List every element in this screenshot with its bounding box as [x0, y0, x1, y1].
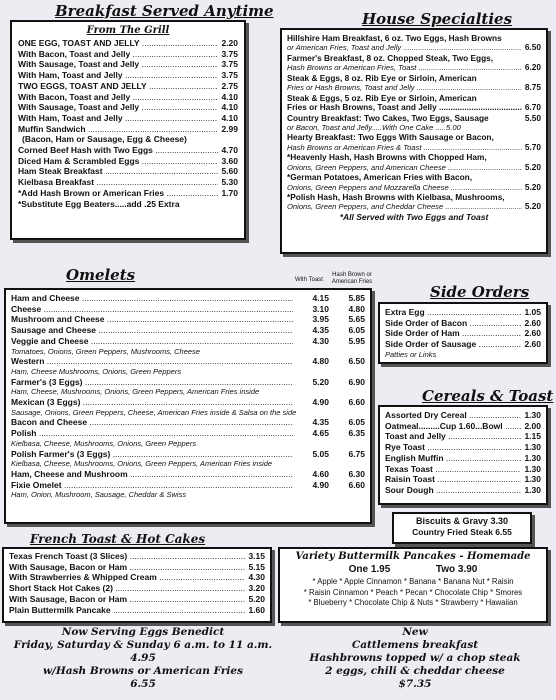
- cereals-title: Cereals & Toast: [422, 387, 554, 405]
- menu-item-price: 1.30: [524, 452, 541, 463]
- cattlemens-title: Cattlemens breakfast: [351, 639, 479, 651]
- menu-item: [11, 314, 365, 325]
- menu-item-name: With Sausage, Bacon or Ham .....: [9, 594, 245, 605]
- menu-item-price: 3.15: [248, 551, 265, 561]
- menu-item-price: 4.35: [312, 417, 329, 428]
- menu-item-price: 6.60: [348, 397, 365, 408]
- menu-item: [18, 113, 238, 124]
- menu-item-name: ONE EGG, TOAST AND JELLY .....: [18, 38, 218, 49]
- house-item-detail: [287, 103, 541, 113]
- menu-item-price: 4.90: [312, 397, 329, 408]
- house-item-title: Farmer's Breakfast, 8 oz. Chopped Steak, Two Eggs,: [287, 52, 494, 63]
- menu-item: [18, 49, 238, 60]
- house-item-price: 8.75: [524, 82, 541, 93]
- menu-item-price: 2.75: [221, 80, 238, 91]
- menu-item: [11, 336, 365, 347]
- menu-item: [18, 59, 238, 70]
- menu-item: [9, 583, 265, 594]
- menu-item-price: 4.10: [221, 112, 238, 123]
- menu-item: [18, 70, 238, 81]
- menu-item: [385, 421, 541, 432]
- benedict-price: 4.95: [130, 652, 156, 664]
- cattlemens-desc1: Hashbrowns topped w/ a chop steak: [309, 652, 521, 664]
- benedict-block: [10, 626, 276, 691]
- menu-item: [11, 428, 365, 439]
- menu-item-name: With Ham, Toast and Jelly .....: [18, 113, 218, 124]
- house-item-price: 5.20: [524, 201, 541, 212]
- menu-item: [18, 92, 238, 103]
- house-item-desc: Fries or Hash Browns, Toast and Jelly .....: [287, 83, 522, 93]
- menu-item-name: With Sausage, Bacon or Ham .....: [9, 562, 245, 573]
- menu-item: [9, 572, 265, 583]
- menu-item-price: 1.30: [524, 484, 541, 495]
- menu-item-price: 3.20: [248, 583, 265, 594]
- menu-item-price: 6.05: [348, 417, 365, 428]
- menu-item: [9, 562, 265, 573]
- house-item-desc: Onions, Green Peppers, and Cheddar Cheese .....: [287, 202, 522, 212]
- menu-item: [18, 177, 238, 188]
- menu-item: [9, 551, 265, 562]
- menu-item-price: 4.70: [221, 145, 238, 156]
- menu-item: [11, 304, 365, 315]
- menu-item-price: 5.20: [248, 593, 265, 604]
- menu-item-price: 4.80: [348, 303, 365, 314]
- menu-item-name: Veggie and Cheese .....: [11, 336, 293, 347]
- menu-item-price: 3.60: [221, 155, 238, 166]
- pancakes-box: [278, 547, 548, 623]
- house-item-title: Hillshire Ham Breakfast, 6 oz. Two Eggs, Hash Browns: [287, 33, 502, 43]
- menu-item-price: 4.30: [248, 572, 265, 583]
- menu-item-name: With Sausage, Toast and Jelly .....: [18, 102, 218, 113]
- menu-item-name: Side Order of Sausage .....: [385, 339, 521, 350]
- house-item-detail: [287, 63, 541, 73]
- menu-item-price: 3.10: [312, 303, 329, 314]
- menu-item: [18, 81, 238, 92]
- menu-item-name: Oatmeal.........Cup 1.60...Bowl .....: [385, 421, 521, 432]
- benedict-line4: w/Hash Browns or American Fries: [43, 665, 243, 677]
- breakfast-subtitle: From The Grill: [86, 25, 170, 36]
- menu-item-price: 4.65: [312, 428, 329, 439]
- omelet-description: Ham, Onion, Mushroom, Sausage, Cheddar & Swiss: [11, 490, 187, 500]
- menu-item: [18, 38, 238, 49]
- house-item-price: 6.70: [524, 101, 541, 112]
- menu-item-name: With Sausage, Toast and Jelly .....: [18, 59, 218, 70]
- menu-item-price: 6.05: [348, 325, 365, 336]
- menu-item-price: 3.75: [221, 70, 238, 81]
- menu-item-name: Side Order of Bacon .....: [385, 318, 521, 329]
- menu-item: [385, 485, 541, 496]
- menu-item-name: English Muffin .....: [385, 453, 521, 464]
- menu-item-name: Plain Buttermilk Pancake .....: [9, 605, 245, 616]
- menu-item: [385, 442, 541, 453]
- menu-item-price: 5.95: [348, 335, 365, 346]
- menu-item: [11, 417, 365, 428]
- menu-item: [385, 453, 541, 464]
- omelets-col-fries: Hash Brown or American Fries: [331, 272, 373, 285]
- menu-item-name: Polish Farmer's (3 Eggs) .....: [11, 449, 293, 460]
- benedict-line1: Now Serving Eggs Benedict: [61, 626, 225, 638]
- house-item-title: Steak & Eggs, 5 oz. Rib Eye or Sirloin, American: [287, 92, 477, 103]
- menu-item-name: Fixie Omelet .....: [11, 480, 293, 491]
- menu-item-price: 1.30: [524, 474, 541, 485]
- omelets-col-toast: With Toast: [295, 277, 323, 283]
- house-item-desc: Hash Browns or American Fries, Toast .....: [287, 63, 522, 73]
- house-item-desc: or Bacon, Toast and Jelly.....With One Cake .....5.00: [287, 122, 461, 132]
- menu-item-name: Rye Toast .....: [385, 442, 521, 453]
- house-item-detail: [287, 143, 541, 153]
- side-orders-box: [378, 302, 548, 364]
- breakfast-title: Breakfast Served Anytime: [55, 2, 274, 20]
- menu-item-price: 4.35: [312, 325, 329, 336]
- french-toast-box: [2, 547, 272, 623]
- menu-item-name: Ham, Cheese and Mushroom .....: [11, 469, 293, 480]
- menu-item-price: 6.75: [348, 448, 365, 459]
- menu-item: [11, 325, 365, 336]
- menu-item-name: With Bacon, Toast and Jelly .....: [18, 92, 218, 103]
- menu-item-price: 4.80: [312, 356, 329, 367]
- menu-item-name: With Bacon, Toast and Jelly .....: [18, 49, 218, 60]
- house-item-detail: [287, 83, 541, 93]
- menu-item-price: 1.05: [524, 307, 541, 317]
- cattlemens-price: $7.35: [398, 678, 432, 690]
- house-item-desc: Onions, Green Peppers and Mozzarella Cheese .....: [287, 183, 522, 193]
- menu-item: [18, 166, 238, 177]
- menu-item-name: Ham and Cheese .....: [11, 293, 293, 304]
- house-item-name: Country Breakfast: Two Cakes, Two Eggs, Sausage: [287, 112, 489, 123]
- house-item-price: 5.70: [524, 141, 541, 152]
- menu-item: [9, 605, 265, 616]
- muffin-note: (Bacon, Ham or Sausage, Egg & Cheese): [22, 134, 187, 145]
- menu-item-name: With Strawberries & Whipped Cream .....: [9, 572, 245, 583]
- menu-item: [385, 431, 541, 442]
- menu-item: [385, 318, 541, 329]
- pancakes-prices: [284, 564, 542, 575]
- menu-item-price: 5.05: [312, 448, 329, 459]
- menu-item-name: Sausage and Cheese .....: [11, 325, 293, 336]
- menu-item: [11, 449, 365, 460]
- house-item-title: *Polish Hash, Hash Browns with Kielbasa, Mushrooms,: [287, 192, 505, 203]
- pancakes-flavors-3: * Blueberry * Chocolate Chip & Nuts * Strawberry * Hawaiian: [308, 598, 518, 607]
- menu-item: [385, 474, 541, 485]
- biscuits-box: [392, 512, 532, 544]
- menu-item-price: 2.99: [221, 123, 238, 134]
- house-item-desc: Onions, Green Peppers, and American Cheese .....: [287, 163, 522, 173]
- menu-item-name: Extra Egg .....: [385, 307, 521, 318]
- menu-item-price: 5.30: [221, 177, 238, 188]
- menu-item-price: 1.30: [524, 442, 541, 453]
- menu-item-name: Assorted Dry Cereal .....: [385, 410, 521, 421]
- menu-item-price: 6.90: [348, 376, 365, 387]
- house-item-desc: or American Fries, Toast and Jelly .....: [287, 43, 522, 53]
- menu-item-name: Mexican (3 Eggs) .....: [11, 397, 293, 408]
- menu-item: [11, 469, 365, 480]
- menu-item-price: 1.15: [524, 431, 541, 442]
- menu-item-name: TWO EGGS, TOAST AND JELLY .....: [18, 81, 218, 92]
- menu-item-name: Western .....: [11, 356, 293, 367]
- menu-item: [11, 480, 365, 491]
- menu-item: [18, 124, 238, 135]
- benedict-price2: 6.55: [130, 678, 156, 690]
- menu-item-price: 1.30: [524, 410, 541, 420]
- house-item-price: 6.50: [524, 42, 541, 53]
- menu-item: [11, 356, 365, 367]
- menu-item-name: Toast and Jelly .....: [385, 431, 521, 442]
- house-item-price: 5.20: [524, 161, 541, 172]
- menu-item-price: 3.75: [221, 48, 238, 59]
- menu-item-price: 3.75: [221, 59, 238, 70]
- menu-item: [9, 594, 265, 605]
- cattlemens-desc2: 2 eggs, chili & cheddar cheese: [325, 665, 505, 677]
- menu-item-name: Farmer's (3 Eggs) .....: [11, 377, 293, 388]
- menu-item: [385, 410, 541, 421]
- menu-item: [11, 377, 365, 388]
- omelet-description: Kielbasa, Cheese, Mushrooms, Onions, Green Peppers, American Fries inside: [11, 459, 273, 469]
- menu-item: [385, 307, 541, 318]
- omelet-description: Ham, Cheese, Mushrooms, Onions, Green Peppers, American Fries inside: [11, 387, 260, 397]
- pancakes-flavors-2: * Raisin Cinnamon * Peach * Pecan * Chocolate Chip * Smores: [303, 587, 523, 597]
- omelet-description: Sausage, Onions, Green Peppers, Cheese, American Fries inside & Salsa on the side: [11, 407, 297, 417]
- house-item-detail: [287, 183, 541, 193]
- menu-item: [385, 328, 541, 339]
- menu-item-price: 4.15: [312, 293, 329, 303]
- omelet-description: Tomatoes, Onions, Green Peppers, Mushrooms, Cheese: [11, 346, 200, 356]
- menu-item-name: Mushroom and Cheese .....: [11, 314, 293, 325]
- menu-item-price: 4.60: [312, 468, 329, 479]
- menu-item: [385, 339, 541, 350]
- menu-item-name: Texas French Toast (3 Slices) .....: [9, 551, 245, 562]
- cattlemens-new: New: [402, 626, 428, 638]
- cattlemens-block: [280, 626, 550, 691]
- menu-item-price: 1.30: [524, 463, 541, 474]
- menu-item-price: 2.60: [524, 339, 541, 350]
- menu-item-name: Short Stack Hot Cakes (2) .....: [9, 583, 245, 594]
- house-item-title: Steak & Eggs, 8 oz. Rib Eye or Sirloin, American: [287, 72, 477, 83]
- menu-item: [18, 145, 238, 156]
- house-item-detail: [287, 163, 541, 173]
- menu-item-name: With Ham, Toast and Jelly .....: [18, 70, 218, 81]
- menu-item-name: Diced Ham & Scrambled Eggs .....: [18, 156, 218, 167]
- pancakes-one: One 1.95: [348, 564, 391, 575]
- french-toast-title: French Toast & Hot Cakes: [30, 532, 206, 546]
- menu-item-price: 6.50: [348, 356, 365, 367]
- breakfast-box: [10, 20, 246, 240]
- menu-item-name: Raisin Toast .....: [385, 474, 521, 485]
- menu-item: [11, 397, 365, 408]
- omelet-description: Ham, Cheese Mushrooms, Onions, Green Peppers: [11, 366, 182, 376]
- pancakes-flavors: [284, 577, 542, 609]
- house-item-detail: [287, 202, 541, 212]
- menu-item-price: 1.60: [248, 604, 265, 615]
- pancakes-flavors-1: * Apple * Apple Cinnamon * Banana * Banana Nut * Raisin: [312, 577, 514, 586]
- country-fried-steak-line: Country Fried Steak 6.55: [412, 526, 512, 537]
- menu-item-price: 3.95: [312, 314, 329, 325]
- house-box: [280, 28, 548, 254]
- menu-item-price: 1.70: [221, 187, 238, 198]
- menu-item: [18, 156, 238, 167]
- house-item-price: 6.20: [524, 62, 541, 73]
- menu-item-price: 4.30: [312, 335, 329, 346]
- menu-item-price: 6.60: [348, 479, 365, 490]
- benedict-line2: Friday, Saturday & Sunday 6 a.m. to 11 a.m.: [13, 639, 273, 651]
- menu-item-name: Texas Toast .....: [385, 464, 521, 475]
- omelet-description: Kielbasa, Cheese, Mushrooms, Onions, Green Peppers: [11, 438, 197, 448]
- biscuits-line: Biscuits & Gravy 3.30: [415, 516, 509, 526]
- menu-item-price: 2.60: [524, 328, 541, 339]
- menu-item-price: 5.85: [348, 293, 365, 303]
- menu-item: [11, 293, 365, 304]
- substitute-note: *Substitute Egg Beaters.....add .25 Extra: [18, 198, 180, 209]
- pancakes-two: Two 3.90: [435, 564, 478, 575]
- menu-item-name: Corned Beef Hash with Two Eggs .....: [18, 145, 218, 156]
- menu-item-name: Muffin Sandwich .....: [18, 124, 218, 135]
- house-item-detail: [287, 123, 541, 133]
- menu-item-price: 4.10: [221, 91, 238, 102]
- pancakes-title: Variety Buttermilk Pancakes - Homemade: [295, 551, 531, 562]
- house-item-price: 5.50: [524, 112, 541, 123]
- house-item-title: [287, 113, 541, 123]
- menu-item-name: Sour Dough .....: [385, 485, 521, 496]
- menu-item-price: 6.35: [348, 428, 365, 439]
- menu-item-name: Polish .....: [11, 428, 293, 439]
- menu-item-price: 5.65: [348, 314, 365, 325]
- house-item-title: *German Potatoes, American Fries with Bacon,: [287, 172, 473, 183]
- menu-item-price: 5.20: [312, 376, 329, 387]
- cereals-box: [378, 405, 548, 505]
- menu-item: [18, 188, 238, 199]
- menu-item-name: Cheese .....: [11, 304, 293, 315]
- menu-item-price: 4.90: [312, 479, 329, 490]
- side-orders-title: Side Orders: [430, 283, 530, 301]
- omelets-box: [4, 288, 372, 524]
- menu-item-price: 2.00: [524, 420, 541, 431]
- menu-item-name: Bacon and Cheese .....: [11, 417, 293, 428]
- menu-item-price: 5.15: [248, 561, 265, 572]
- house-item-title: Hearty Breakfast: Two Eggs With Sausage or Bacon,: [287, 132, 494, 143]
- house-item-detail: [287, 43, 541, 53]
- menu-item-price: 2.60: [524, 317, 541, 328]
- menu-item-price: 5.60: [221, 166, 238, 177]
- menu-item-name: Side Order of Ham .....: [385, 328, 521, 339]
- menu-item: [18, 102, 238, 113]
- menu-item-price: 4.10: [221, 102, 238, 113]
- menu-item: [385, 464, 541, 475]
- house-item-desc: Fries or Hash Browns, Toast and Jelly .....: [287, 103, 522, 113]
- menu-item-name: *Add Hash Brown or American Fries .....: [18, 188, 218, 199]
- house-item-title: *Heavenly Hash, Hash Browns with Chopped Ham,: [287, 152, 487, 163]
- house-item-price: 5.20: [524, 181, 541, 192]
- menu-item-name: Kielbasa Breakfast .....: [18, 177, 218, 188]
- side-note: Patties or Links: [385, 349, 437, 359]
- house-title: House Specialties: [362, 10, 513, 28]
- omelets-title: Omelets: [66, 266, 136, 284]
- menu-item-name: Ham Steak Breakfast .....: [18, 166, 218, 177]
- house-note: *All Served with Two Eggs and Toast: [339, 212, 489, 223]
- menu-item-price: 6.30: [348, 468, 365, 479]
- menu-item-price: 2.20: [221, 38, 238, 48]
- house-item-desc: Hash Browns or American Fries & Toast .....: [287, 143, 522, 153]
